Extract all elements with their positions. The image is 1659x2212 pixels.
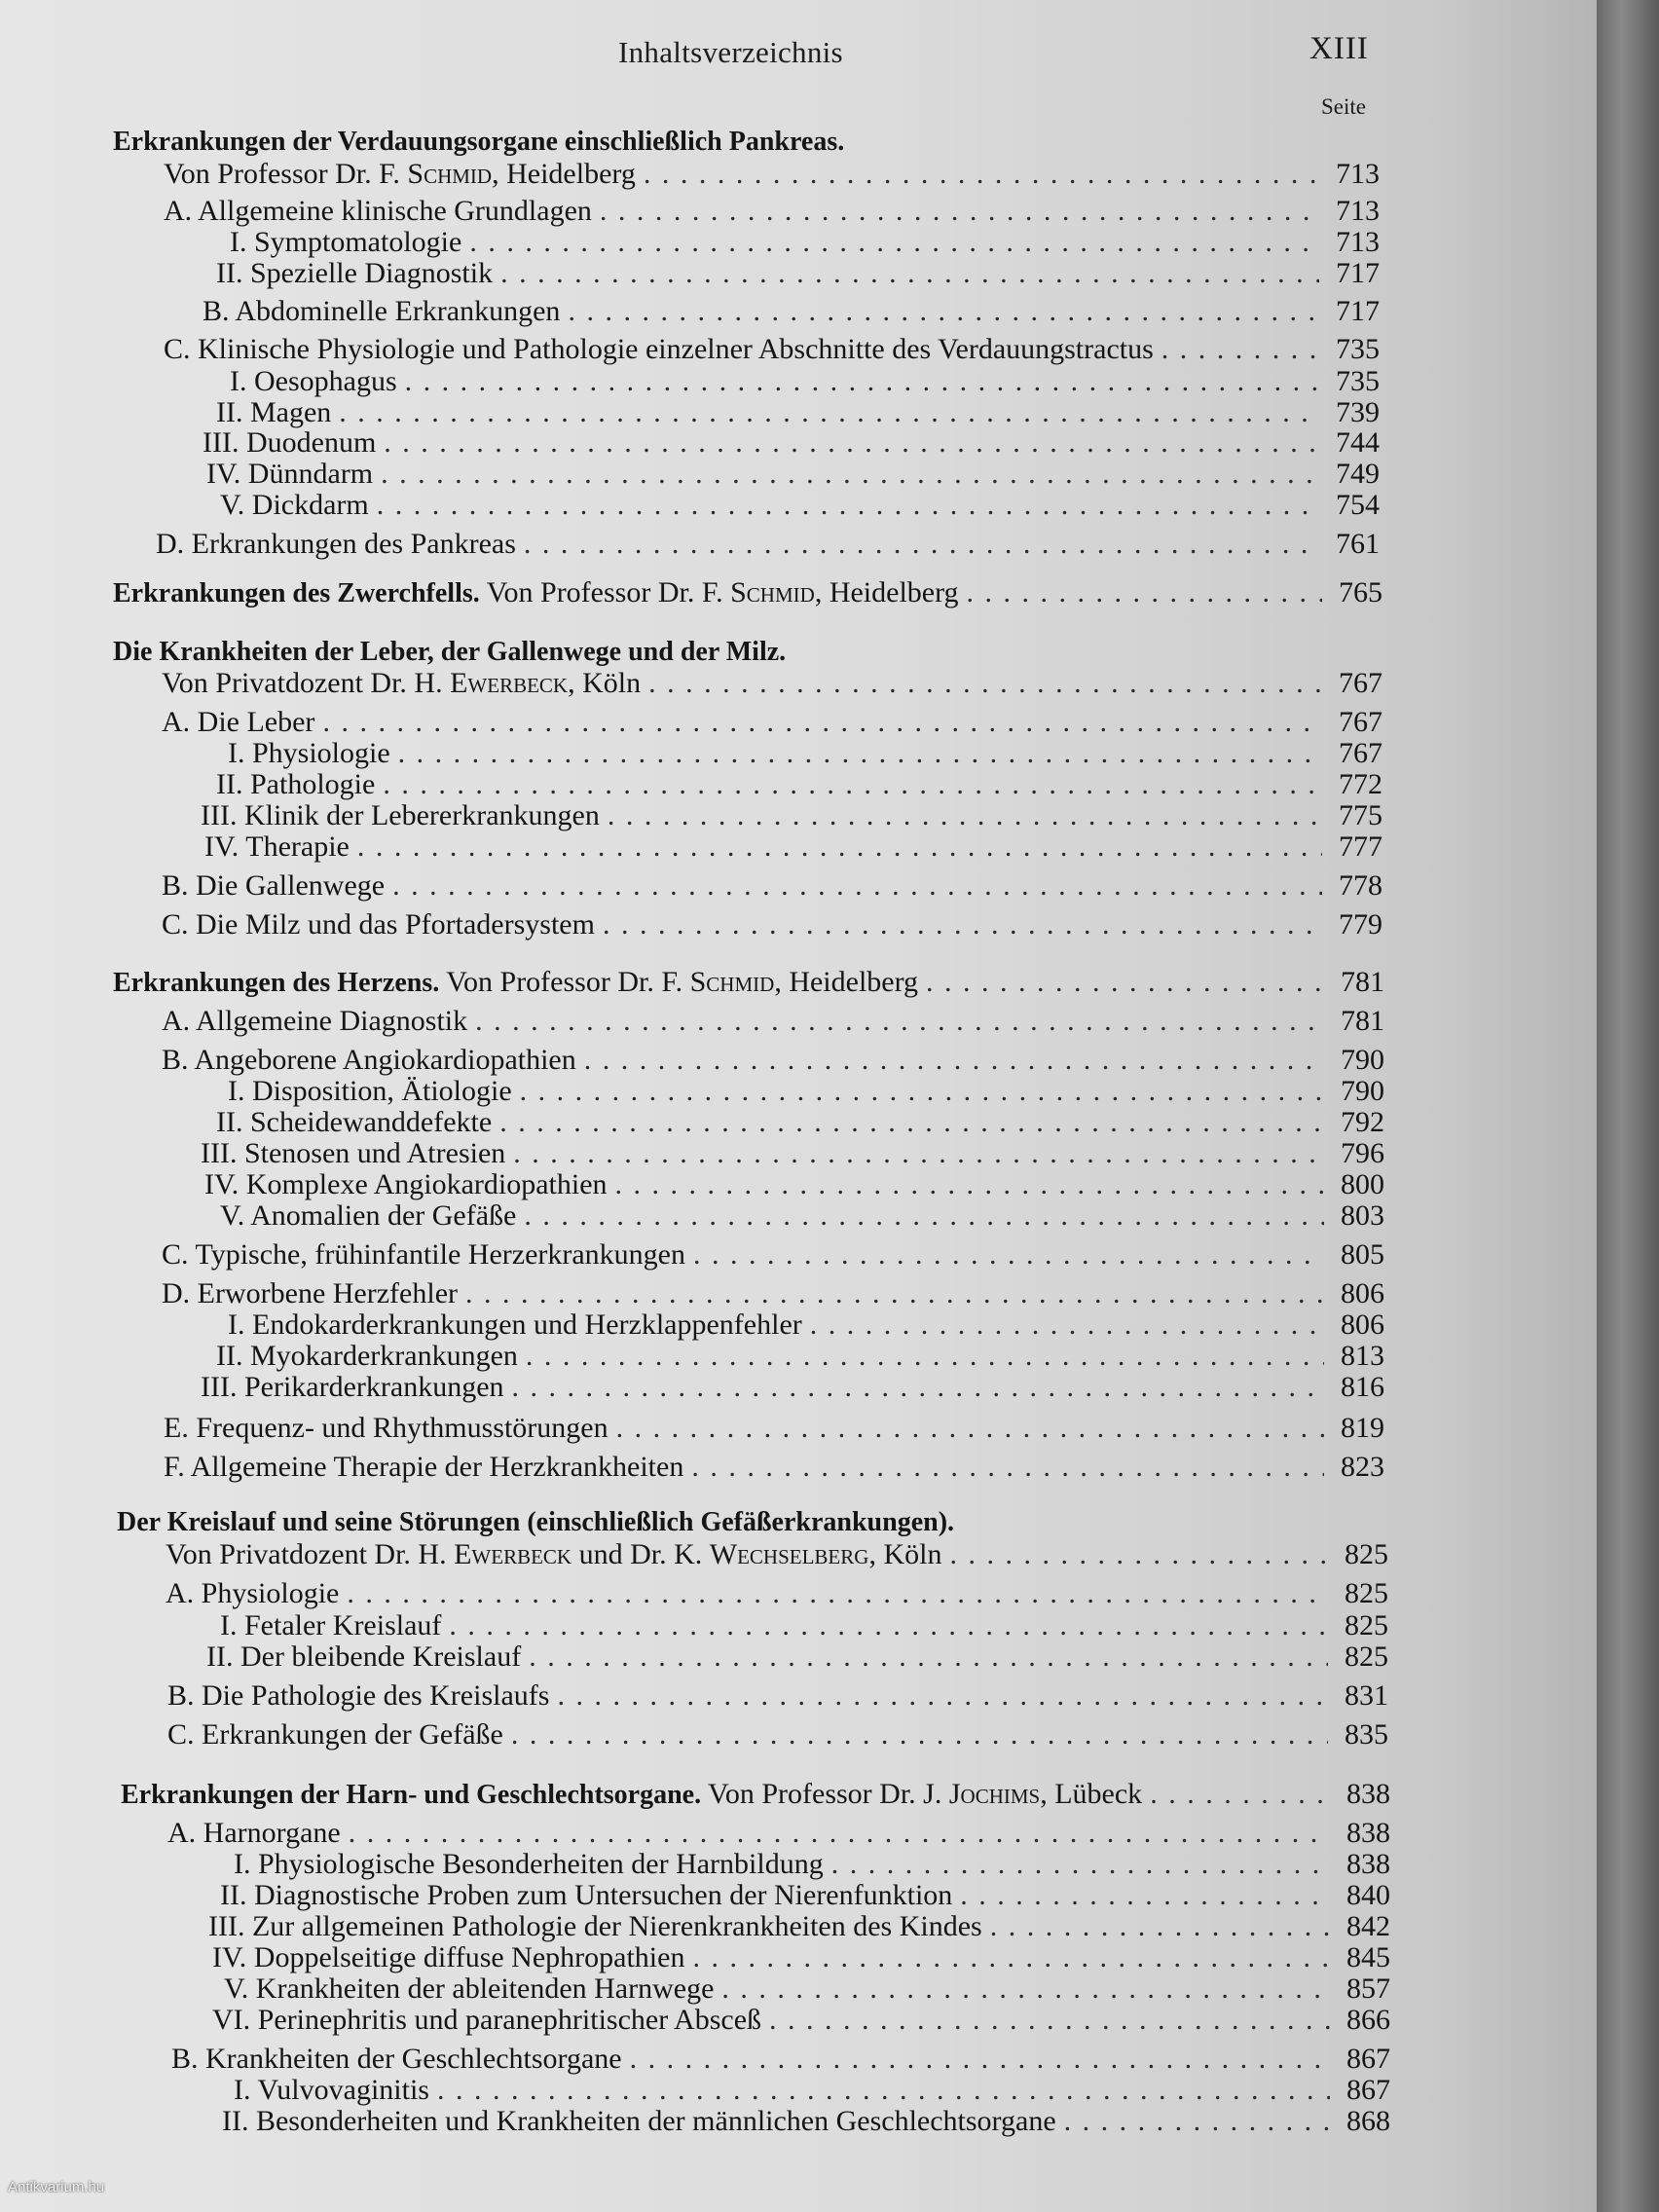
author-name: Ewerbeck: [450, 667, 569, 699]
leader-dots: [475, 1005, 1324, 1038]
author-suffix: , Köln: [868, 1538, 942, 1570]
author-suffix: , Heidelberg: [774, 966, 919, 998]
entry-label: A. Allgemeine Diagnostik: [162, 1005, 468, 1037]
page-ref: 845: [1346, 1941, 1390, 1973]
book-spine-shadow: [1597, 0, 1659, 2212]
page-ref: 825: [1345, 1641, 1388, 1673]
toc-entry-e-frequenz-und-rhythmusstörungen[interactable]: [164, 1412, 1384, 1447]
entry-label: III. Zur allgemeinen Pathologie der Nierenkrankheiten des Kindes: [208, 1910, 982, 1942]
section-author: [162, 667, 641, 700]
toc-entry-b-angeborene-angiokardiopathien[interactable]: [162, 1044, 1384, 1079]
leader-dots: [769, 2004, 1330, 2037]
leader-dots: [721, 1972, 1330, 2006]
toc-entry-c-erkrankungen-der-gefäße[interactable]: [167, 1718, 1388, 1753]
author-prefix: Von Professor Dr. J.: [701, 1778, 949, 1810]
toc-entry-a-die-leber[interactable]: [162, 706, 1382, 741]
author-suffix: , Lübeck: [1040, 1778, 1143, 1810]
page-ref: 838: [1346, 1817, 1390, 1849]
leader-dots: [568, 295, 1319, 328]
page-ref: 806: [1341, 1277, 1384, 1309]
leader-dots: [524, 528, 1319, 561]
page-ref: 835: [1345, 1718, 1388, 1751]
entry-label: IV. Komplexe Angiokardiopathien: [204, 1168, 608, 1200]
entry-label: II. Besonderheiten und Krankheiten der männlichen Geschlechtsorgane: [222, 2105, 1056, 2137]
leader-dots: [926, 966, 1324, 999]
toc-entry-iv-doppelseitige-diffuse-nephropathien[interactable]: [212, 1941, 1390, 1976]
author-mid: und Dr. K.: [571, 1538, 710, 1570]
leader-dots: [405, 365, 1319, 398]
author-prefix: Von Professor Dr. F.: [479, 576, 731, 608]
running-head: Inhaltsverzeichnis: [618, 35, 843, 69]
entry-label: II. Diagnostische Proben zum Untersuchen der Nierenfunktion: [220, 1879, 953, 1911]
entry-label: D. Erworbene Herzfehler: [162, 1277, 458, 1309]
entry-label: E. Frequenz- und Rhythmusstörungen: [164, 1412, 608, 1444]
leader-dots: [648, 667, 1322, 700]
leader-dots: [384, 426, 1319, 460]
page-ref: 735: [1336, 365, 1380, 397]
page-ref: 803: [1341, 1199, 1384, 1232]
page-ref: 813: [1341, 1340, 1384, 1372]
page-ref: 735: [1336, 333, 1380, 365]
toc-entry-a-harnorgane[interactable]: [167, 1817, 1390, 1852]
page-ref: 816: [1341, 1371, 1384, 1403]
page-ref: 800: [1341, 1168, 1384, 1200]
toc-entry-ii-spezielle-diagnostik[interactable]: [216, 257, 1380, 292]
entry-label: III. Stenosen und Atresien: [201, 1137, 506, 1169]
page-ref: 739: [1336, 396, 1380, 428]
leader-dots: [499, 1106, 1324, 1139]
entry-label: II. Der bleibende Kreislauf: [206, 1641, 522, 1673]
entry-label: II. Spezielle Diagnostik: [216, 257, 494, 289]
page-ref: 825: [1345, 1538, 1388, 1570]
entry-label: D. Erkrankungen des Pankreas: [156, 528, 516, 560]
entry-label: V. Anomalien der Gefäße: [220, 1199, 517, 1232]
entry-label: II. Scheidewanddefekte: [216, 1106, 493, 1138]
leader-dots: [357, 830, 1322, 864]
section-heading-text: [113, 576, 959, 609]
page-ref: 867: [1346, 2074, 1390, 2106]
entry-label: III. Klinik der Lebererkrankungen: [201, 799, 600, 831]
toc-entry-ii-diagnostische-proben-zum-untersuchen-[interactable]: [220, 1879, 1390, 1914]
toc-entry-i-symptomatologie[interactable]: [230, 226, 1380, 261]
section-heading-erkrankungen-der-verdauungsorgane-einsch: Erkrankungen der Verdauungsorgane einschließlich Pankreas.: [113, 127, 845, 157]
toc-entry-ii-der-bleibende-kreislauf[interactable]: [206, 1641, 1388, 1676]
section-heading-die-krankheiten-der-leber-der-gallenwege: Die Krankheiten der Leber, der Gallenwege und der Milz.: [113, 637, 787, 667]
leader-dots: [381, 458, 1319, 491]
page-ref: 805: [1341, 1238, 1384, 1271]
entry-label: I. Fetaler Kreislauf: [220, 1609, 442, 1641]
leader-dots: [513, 1137, 1324, 1170]
page-ref: 713: [1336, 158, 1380, 190]
entry-label: II. Magen: [216, 396, 332, 428]
toc-entry-b-die-gallenwege[interactable]: [162, 869, 1382, 904]
entry-label: III. Perikarderkrankungen: [201, 1371, 504, 1403]
page-ref: 842: [1346, 1910, 1390, 1942]
author-name: Jochims: [948, 1778, 1041, 1810]
author-name: Schmid: [689, 966, 775, 998]
toc-entry-d-erworbene-herzfehler[interactable]: [162, 1277, 1384, 1312]
entry-label: IV. Doppelseitige diffuse Nephropathien: [212, 1941, 685, 1973]
leader-dots: [524, 1199, 1324, 1233]
leader-dots: [339, 396, 1319, 429]
leader-dots: [600, 195, 1319, 228]
entry-label: I. Symptomatologie: [230, 226, 462, 258]
section-author: [439, 966, 918, 998]
page-ref: 717: [1336, 295, 1380, 327]
toc-entry-i-disposition-ätiologie[interactable]: [228, 1075, 1384, 1110]
page-ref: 819: [1341, 1412, 1384, 1444]
toc-entry-i-oesophagus[interactable]: [230, 365, 1380, 400]
toc-entry-iii-perikarderkrankungen[interactable]: [201, 1371, 1384, 1406]
leader-dots: [691, 1451, 1324, 1484]
author-name: Schmid: [407, 158, 493, 190]
page-ref: 806: [1341, 1309, 1384, 1341]
section-title: Erkrankungen des Zwerchfells.: [113, 578, 480, 608]
author-name: Schmid: [730, 576, 815, 608]
toc-entry-i-physiologie[interactable]: [228, 737, 1382, 772]
entry-label: IV. Dünndarm: [206, 458, 374, 490]
toc-entry-vi-perinephritis-und-paranephritischer-a[interactable]: [212, 2004, 1390, 2039]
entry-label: I. Physiologie: [228, 737, 390, 769]
author-prefix: Von Professor Dr. F.: [439, 966, 690, 998]
page-ref: 825: [1345, 1609, 1388, 1641]
leader-dots: [810, 1309, 1324, 1342]
leader-dots: [437, 2074, 1330, 2107]
leader-dots: [557, 1679, 1328, 1713]
page-ref: 713: [1336, 226, 1380, 258]
page-ref: 779: [1339, 908, 1382, 940]
section-author-line[interactable]: [166, 1538, 1388, 1573]
leader-dots: [383, 768, 1322, 801]
leader-dots: [692, 1941, 1330, 1974]
leader-dots: [608, 799, 1322, 832]
toc-entry-i-physiologische-besonderheiten-der-harn[interactable]: [234, 1848, 1390, 1883]
toc-entry-a-allgemeine-klinische-grundlagen[interactable]: [164, 195, 1380, 230]
toc-entry-v-anomalien-der-gefäße[interactable]: [220, 1199, 1384, 1235]
entry-label: B. Angeborene Angiokardiopathien: [162, 1044, 576, 1076]
leader-dots: [469, 226, 1319, 259]
author-suffix: , Heidelberg: [492, 158, 636, 190]
leader-dots: [520, 1075, 1324, 1108]
section-heading-erkrankungen-des-herzens[interactable]: [113, 966, 1384, 1001]
leader-dots: [322, 706, 1322, 739]
toc-entry-ii-scheidewanddefekte[interactable]: [216, 1106, 1384, 1141]
entry-label: A. Physiologie: [166, 1577, 340, 1609]
toc-entry-i-fetaler-kreislauf[interactable]: [220, 1609, 1388, 1644]
leader-dots: [377, 489, 1319, 522]
leader-dots: [615, 1168, 1324, 1201]
entry-label: VI. Perinephritis und paranephritischer Absceß: [212, 2004, 762, 2036]
leader-dots: [392, 869, 1322, 903]
entry-label: II. Pathologie: [216, 768, 376, 800]
page-ref: 840: [1346, 1879, 1390, 1911]
toc-entry-b-krankheiten-der-geschlechtsorgane[interactable]: [171, 2043, 1390, 2078]
entry-label: V. Krankheiten der ableitenden Harnwege: [224, 1972, 715, 2005]
page-ref: 868: [1346, 2105, 1390, 2137]
page-ref: 831: [1345, 1679, 1388, 1712]
toc-entry-a-allgemeine-diagnostik[interactable]: [162, 1005, 1384, 1040]
leader-dots: [1161, 333, 1319, 366]
toc-entry-v-krankheiten-der-ableitenden-harnwege[interactable]: [224, 1972, 1390, 2008]
page-ref: 713: [1336, 195, 1380, 227]
entry-label: V. Dickdarm: [220, 489, 369, 521]
author-name-2: Wechselberg: [709, 1538, 869, 1570]
author-name: Ewerbeck: [454, 1538, 572, 1570]
leader-dots: [1150, 1778, 1330, 1811]
page-ref: 772: [1339, 768, 1382, 800]
leader-dots: [644, 158, 1319, 191]
entry-label: B. Die Pathologie des Kreislaufs: [167, 1679, 550, 1712]
section-author: [480, 576, 959, 608]
page-ref: 866: [1346, 2004, 1390, 2036]
leader-dots: [967, 576, 1322, 609]
section-author: [166, 1538, 941, 1571]
toc-entry-iv-komplexe-angiokardiopathien[interactable]: [204, 1168, 1384, 1203]
page-ref: 790: [1341, 1044, 1384, 1076]
section-author: [701, 1778, 1142, 1810]
section-author-line[interactable]: [164, 158, 1380, 193]
leader-dots: [616, 1412, 1324, 1445]
toc-entry-i-endokarderkrankungen-und-herzklappenfe[interactable]: [228, 1309, 1384, 1344]
entry-label: I. Disposition, Ätiologie: [228, 1075, 512, 1107]
toc-entry-iii-duodenum[interactable]: [203, 426, 1380, 461]
toc-entry-d-erkrankungen-des-pankreas[interactable]: [156, 528, 1380, 563]
page-ref: 838: [1346, 1848, 1390, 1880]
leader-dots: [449, 1609, 1328, 1642]
toc-entry-i-vulvovaginitis[interactable]: [234, 2074, 1390, 2109]
leader-dots: [500, 257, 1319, 290]
page-ref: 717: [1336, 257, 1380, 289]
leader-dots: [347, 1577, 1328, 1610]
leader-dots: [511, 1718, 1328, 1751]
page-ref: 823: [1341, 1451, 1384, 1483]
section-heading-text: [121, 1778, 1142, 1811]
author-prefix: Von Privatdozent Dr. H.: [162, 667, 451, 699]
leader-dots: [465, 1277, 1324, 1310]
watermark: Antikvarium.hu: [8, 2179, 105, 2195]
leader-dots: [603, 908, 1322, 941]
toc-entry-b-die-pathologie-des-kreislaufs[interactable]: [167, 1679, 1388, 1714]
seite-label: Seite: [1321, 94, 1366, 119]
leader-dots: [990, 1910, 1330, 1943]
toc-entry-iv-therapie[interactable]: [204, 830, 1382, 866]
entry-label: II. Myokarderkrankungen: [216, 1340, 518, 1372]
leader-dots: [693, 1238, 1324, 1272]
author-prefix: Von Privatdozent Dr. H.: [166, 1538, 455, 1570]
entry-label: I. Endokarderkrankungen und Herzklappenfehler: [228, 1309, 802, 1341]
page-ref: 765: [1339, 576, 1382, 608]
entry-label: C. Typische, frühinfantile Herzerkrankungen: [162, 1238, 685, 1271]
entry-label: C. Klinische Physiologie und Pathologie einzelner Abschnitte des Verdauungstractus: [164, 333, 1154, 365]
entry-label: IV. Therapie: [204, 830, 350, 863]
section-author-line[interactable]: [162, 667, 1382, 702]
leader-dots: [529, 1641, 1328, 1674]
author-prefix: Von Professor Dr. F.: [164, 158, 408, 190]
page-ref: 838: [1346, 1778, 1390, 1810]
leader-dots: [512, 1371, 1324, 1404]
toc-entry-b-abdominelle-erkrankungen[interactable]: [203, 295, 1380, 330]
section-author: [164, 158, 636, 191]
page-number: XIII: [1309, 31, 1369, 66]
page-ref: 778: [1339, 869, 1382, 902]
toc-entry-ii-pathologie[interactable]: [216, 768, 1382, 803]
toc-entry-f-allgemeine-therapie-der-herzkrankheite[interactable]: [164, 1451, 1384, 1486]
page-ref: 777: [1339, 830, 1382, 863]
entry-label: B. Krankheiten der Geschlechtsorgane: [171, 2043, 622, 2075]
toc-entry-v-dickdarm[interactable]: [220, 489, 1380, 524]
page-ref: 761: [1336, 528, 1380, 560]
toc-entry-iii-zur-allgemeinen-pathologie-der-niere[interactable]: [208, 1910, 1390, 1945]
entry-label: A. Harnorgane: [167, 1817, 341, 1849]
entry-label: A. Die Leber: [162, 706, 315, 738]
leader-dots: [1064, 2105, 1330, 2138]
entry-label: C. Erkrankungen der Gefäße: [167, 1718, 503, 1751]
section-heading-erkrankungen-des-zwerchfells[interactable]: [113, 576, 1382, 611]
leader-dots: [349, 1817, 1330, 1850]
entry-label: B. Abdominelle Erkrankungen: [203, 295, 561, 327]
section-heading-erkrankungen-der-harn-und-geschlechtsorg[interactable]: [121, 1778, 1390, 1813]
entry-label: F. Allgemeine Therapie der Herzkrankheiten: [164, 1451, 684, 1483]
page-ref: 857: [1346, 1972, 1390, 2005]
leader-dots: [526, 1340, 1324, 1373]
entry-label: B. Die Gallenwege: [162, 869, 386, 902]
page-ref: 767: [1339, 737, 1382, 769]
leader-dots: [949, 1538, 1328, 1571]
leader-dots: [831, 1848, 1330, 1881]
section-heading-text: [113, 966, 918, 999]
page-ref: 790: [1341, 1075, 1384, 1107]
page-ref: 781: [1341, 1005, 1384, 1037]
leader-dots: [584, 1044, 1324, 1077]
page-ref: 781: [1341, 966, 1384, 998]
author-suffix: , Köln: [568, 667, 642, 699]
page-ref: 767: [1339, 706, 1382, 738]
toc-entry-iii-klinik-der-lebererkrankungen[interactable]: [201, 799, 1382, 834]
author-suffix: , Heidelberg: [814, 576, 959, 608]
entry-label: I. Vulvovaginitis: [234, 2074, 429, 2106]
toc-entry-c-die-milz-und-das-pfortadersystem[interactable]: [162, 908, 1382, 943]
toc-entry-c-klinische-physiologie-und-pathologie-e[interactable]: [164, 333, 1380, 368]
page-ref: 792: [1341, 1106, 1384, 1138]
toc-entry-c-typische-frühinfantile-herzerkrankunge[interactable]: [162, 1238, 1384, 1273]
page-ref: 867: [1346, 2043, 1390, 2075]
page-ref: 775: [1339, 799, 1382, 831]
leader-dots: [960, 1879, 1330, 1912]
section-heading-der-kreislauf-und-seine-störungen-einsch: Der Kreislauf und seine Störungen (einschließlich Gefäßerkrankungen).: [117, 1507, 955, 1537]
page-ref: 796: [1341, 1137, 1384, 1169]
page-ref: 825: [1345, 1577, 1388, 1609]
page-ref: 749: [1336, 458, 1380, 490]
entry-label: A. Allgemeine klinische Grundlagen: [164, 195, 592, 227]
entry-label: III. Duodenum: [203, 426, 377, 459]
toc-entry-iii-stenosen-und-atresien[interactable]: [201, 1137, 1384, 1172]
page-ref: 754: [1336, 489, 1380, 521]
toc-entry-ii-myokarderkrankungen[interactable]: [216, 1340, 1384, 1375]
toc-entry-ii-besonderheiten-und-krankheiten-der-mä[interactable]: [222, 2105, 1390, 2140]
entry-label: C. Die Milz und das Pfortadersystem: [162, 908, 595, 940]
page-ref: 744: [1336, 426, 1380, 459]
toc-entry-iv-dünndarm[interactable]: [206, 458, 1380, 493]
section-title: Erkrankungen des Herzens.: [113, 968, 440, 998]
entry-label: I. Physiologische Besonderheiten der Harnbildung: [234, 1848, 824, 1880]
leader-dots: [630, 2043, 1330, 2076]
toc-entry-a-physiologie[interactable]: [166, 1577, 1388, 1612]
leader-dots: [398, 737, 1322, 770]
section-title: Erkrankungen der Harn- und Geschlechtsorgane.: [121, 1780, 702, 1810]
page-ref: 767: [1339, 667, 1382, 699]
entry-label: I. Oesophagus: [230, 365, 397, 397]
